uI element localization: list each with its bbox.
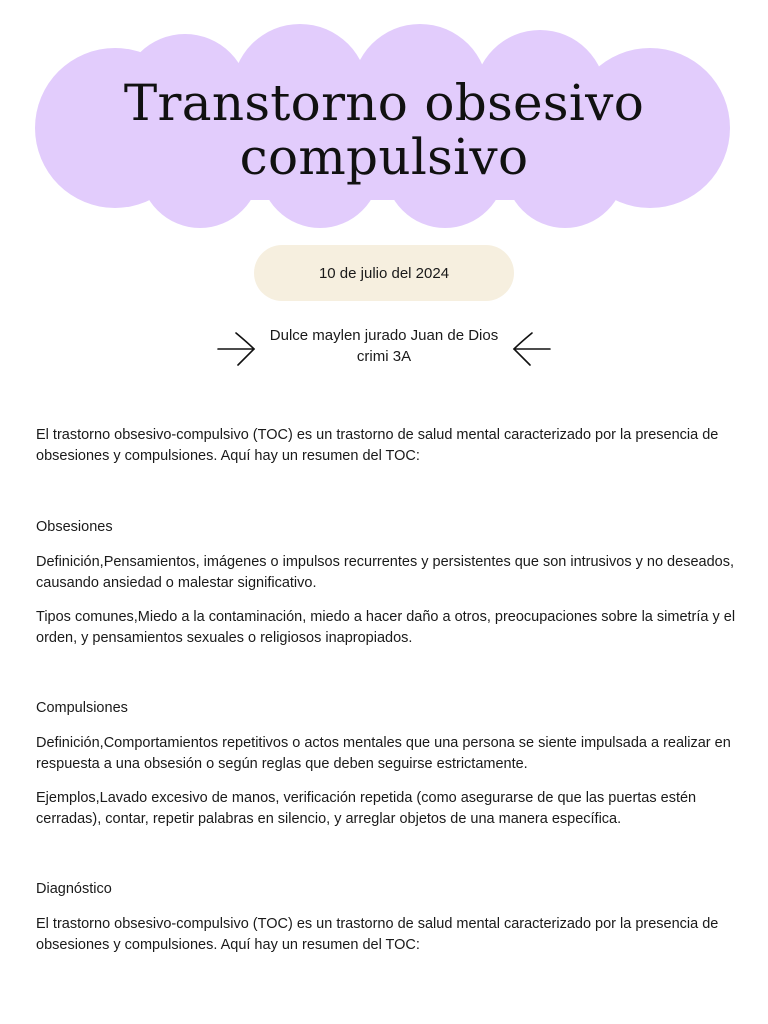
date-badge <box>254 245 514 301</box>
document-body <box>36 425 736 955</box>
diagnostico-paragraph: El trastorno obsesivo-compulsivo (TOC) es un trastorno de salud mental caracterizado por la presencia de obsesiones y compulsiones. Aquí hay un resumen del TOC: <box>36 916 719 953</box>
obsesiones-types: Tipos comunes,Miedo a la contaminación, miedo a hacer daño a otros, preocupaciones sobre la simetría y el orden, y pensamientos sexuales o religiosos inapropiados. <box>36 609 736 646</box>
arrow-right-icon <box>216 331 256 367</box>
arrow-left-icon <box>512 331 552 367</box>
section-heading-compulsiones: Compulsiones <box>36 700 128 716</box>
obsesiones-definition: Definición,Pensamientos, imágenes o impulsos recurrentes y persistentes que son intrusivos y no deseados, causando ansiedad o malestar significativo. <box>36 554 734 591</box>
section-heading-obsesiones: Obsesiones <box>36 519 113 535</box>
title-line-1: Transtorno obsesivo <box>123 74 645 132</box>
author-line-1: Dulce maylen jurado Juan de Dios <box>269 327 499 344</box>
compulsiones-examples: Ejemplos,Lavado excesivo de manos, verificación repetida (como asegurarse de que las puertas estén cerradas), contar, repetir palabras en silencio, y arreglar objetos de una manera específica. <box>36 790 697 827</box>
date-text: 10 de julio del 2024 <box>318 264 450 282</box>
author-line-2: crimi 3A <box>356 348 412 365</box>
page-title <box>0 76 768 184</box>
intro-paragraph: El trastorno obsesivo-compulsivo (TOC) es un trastorno de salud mental caracterizado por la presencia de obsesiones y compulsiones. Aquí hay un resumen del TOC: <box>36 427 719 464</box>
title-line-2: compulsivo <box>239 128 529 186</box>
compulsiones-definition: Definición,Comportamientos repetitivos o actos mentales que una persona se siente impulsada a realizar en respuesta a una obsesión o según reglas que deben seguirse estrictamente. <box>36 735 731 772</box>
author-block <box>200 325 568 373</box>
section-heading-diagnostico: Diagnóstico <box>36 881 112 897</box>
author-name <box>260 325 508 367</box>
